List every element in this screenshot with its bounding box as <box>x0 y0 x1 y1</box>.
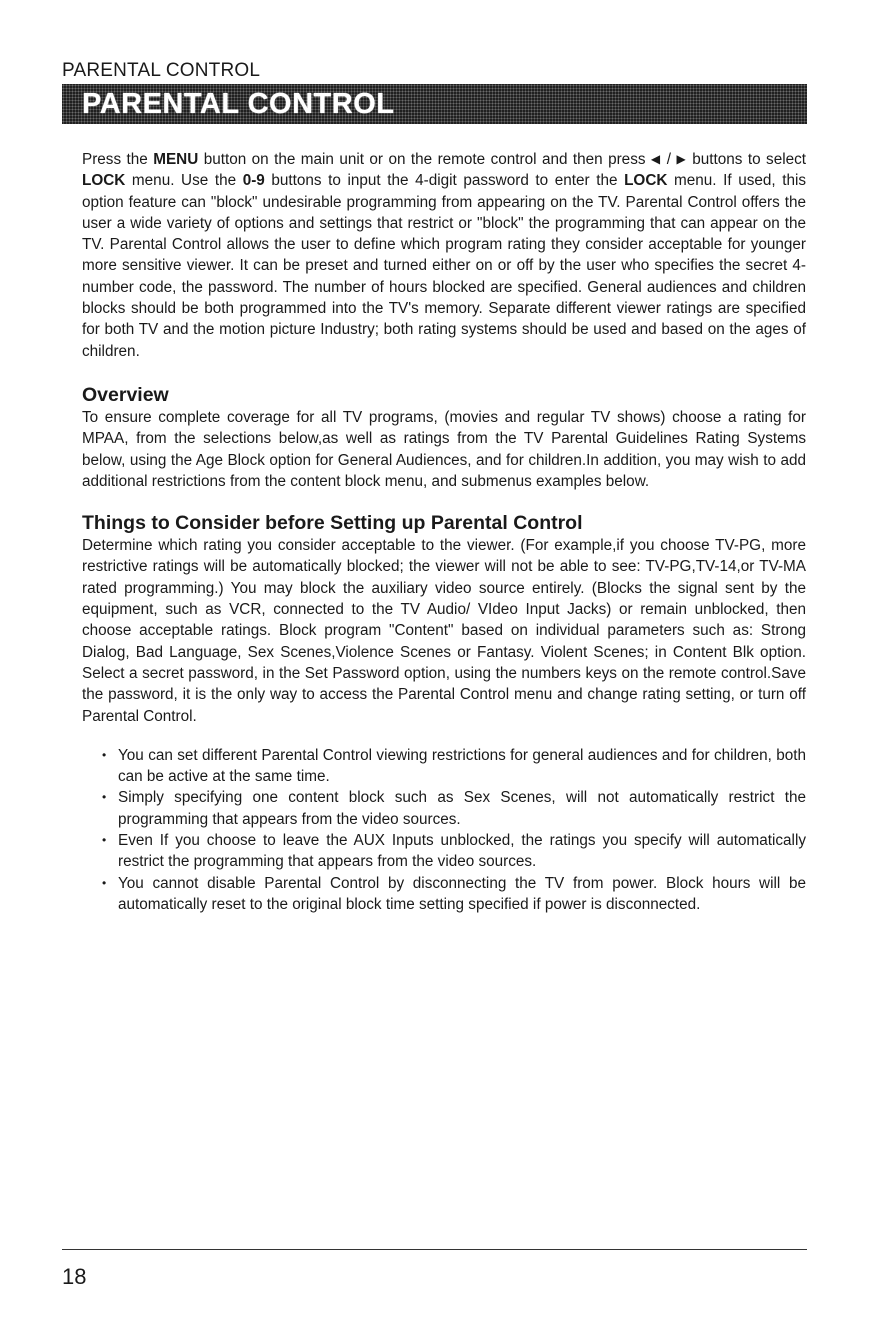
right-arrow-icon: ▶ <box>676 152 687 166</box>
list-item: • Even If you choose to leave the AUX Inputs unblocked, the ratings you specify will automatically restrict the programming that appears from the video sources. <box>118 830 806 873</box>
left-arrow-icon: ◀ <box>650 152 662 166</box>
menu-keyword: MENU <box>153 151 199 168</box>
list-item: • You cannot disable Parental Control by disconnecting the TV from power. Block hours will be automatically reset to the original block time setting specified if power is disconnected. <box>118 873 806 916</box>
intro-text: menu. Use the <box>125 172 243 190</box>
consider-paragraph: Determine which rating you consider acceptable to the viewer. (For example,if you choose TV-PG, more restrictive ratings will be automatically blocked; the viewer will not be able to see: TV-PG,TV-14,or TV-MA rated programming.) You may block the auxiliary video source entirely. (Blocks the signal sent by the equipment, such as VCR, connected to the TV Audio/ VIdeo Input Jacks) or remain unblocked, then choose acceptable ratings. Block program "Content" based on individual parameters such as: Strong Dialog, Bad Language, Sex Scenes,Violence Scenes or Fantasy. Violent Scenes; in Content Blk option. Select a secret password, in the Set Password option, using the numbers keys on the remote control.Save the password, it is the only way to access the Parental Control menu and change rating setting, or turn off Parental Control. <box>82 537 806 725</box>
intro-text: Press the <box>82 151 154 168</box>
overview-heading: Overview <box>82 383 169 406</box>
banner-title: PARENTAL CONTROL <box>82 88 395 120</box>
intro-text: buttons to select <box>686 151 807 168</box>
list-item: • Simply specifying one content block such as Sex Scenes, will not automatically restrict the programming that appears from the video sources. <box>118 787 806 830</box>
consider-heading: Things to Consider before Setting up Parental Control <box>82 512 583 535</box>
footer-divider <box>62 1249 807 1250</box>
intro-text: button on the main unit or on the remote control and then press <box>198 151 651 168</box>
section-banner <box>62 84 807 124</box>
intro-text: buttons to input the 4-digit password to enter the <box>264 172 625 190</box>
lock-keyword: LOCK <box>82 172 126 190</box>
overview-paragraph: To ensure complete coverage for all TV programs, (movies and regular TV shows) choose a rating for MPAA, from the selections below,as well as ratings from the TV Parental Guidelines Rating Systems below, using the Age Block option for General Audiences, and for children.In addition, you may wish to add additional restrictions from the content block menu, and submenus examples below. <box>82 408 806 490</box>
notes-list <box>82 745 806 915</box>
arrow-separator: / <box>661 151 677 168</box>
intro-text: menu. If used, this option feature can "block" undesirable programming from appearing on the TV. Parental Control offers the user a wide variety of options and settings that restrict or "block" the programming that can appear on the TV. Parental Control allows the user to define which program rating they consider acceptable for younger more sensitive viewer. It can be preset and turned either on or off by the user who specifies the secret 4-number code, the password. The number of hours blocked are specified. General audiences and children blocks should be both programmed into the TV's memory. Separate different viewer ratings are specified for both TV and the motion picture Industry; both rating systems should be used and based on the ages of children. <box>82 172 807 360</box>
lock-keyword: LOCK <box>624 172 668 190</box>
page-content <box>82 149 806 915</box>
page-number: 18 <box>62 1264 87 1289</box>
intro-paragraph <box>82 149 806 362</box>
list-item: • You can set different Parental Control viewing restrictions for general audiences and for children, both can be active at the same time. <box>118 745 806 788</box>
digits-keyword: 0-9 <box>242 172 265 190</box>
running-header: PARENTAL CONTROL <box>62 60 261 81</box>
